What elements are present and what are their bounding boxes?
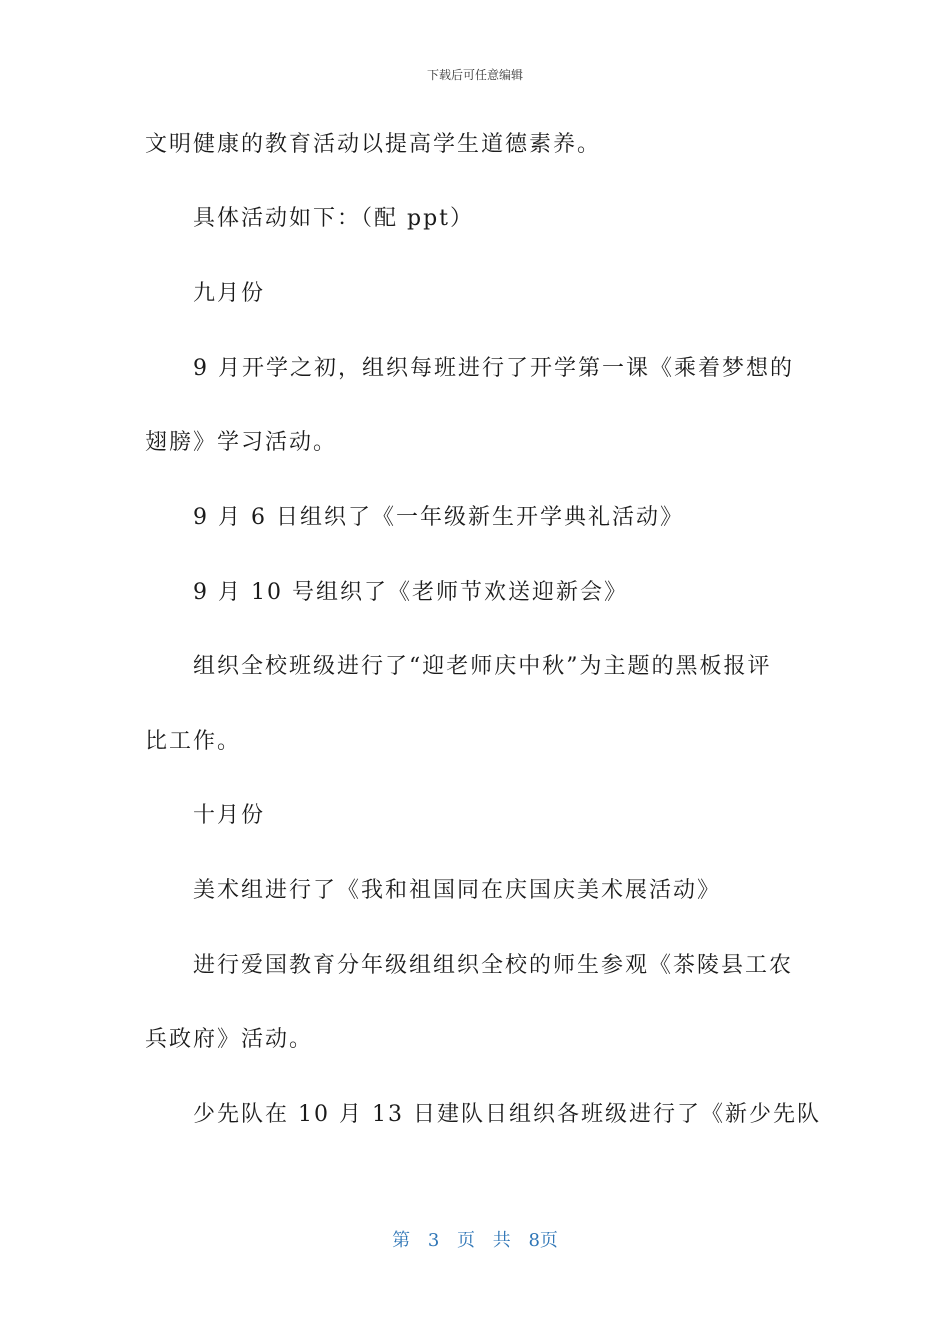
paragraph-line: 进行爱国教育分年级组组织全校的师生参观《茶陵县工农 [193, 953, 794, 978]
paragraph-line: 文明健康的教育活动以提高学生道德素养。 [145, 132, 602, 157]
paragraph-line: 9 月 6 日组织了《一年级新生开学典礼活动》 [193, 505, 684, 530]
paragraph-line: 9 月 10 号组织了《老师节欢送迎新会》 [193, 580, 628, 605]
paragraph-line: 比工作。 [145, 729, 242, 754]
footer-total-pages: 8页 [528, 1230, 558, 1251]
section-heading: 十月份 [193, 803, 266, 828]
page-footer [0, 1226, 950, 1252]
page-header: 下载后可任意编辑 [426, 68, 523, 82]
paragraph-line: 9 月开学之初，组织每班进行了开学第一课《乘着梦想的 [193, 356, 794, 381]
paragraph-line: 美术组进行了《我和祖国同在庆国庆美术展活动》 [193, 878, 722, 903]
footer-current-page: 3 [427, 1230, 440, 1251]
paragraph-line: 兵政府》活动。 [145, 1027, 314, 1052]
footer-total-label: 共 [492, 1230, 511, 1251]
footer-page-unit: 页 [457, 1230, 475, 1251]
paragraph-line: 翅膀》学习活动。 [145, 430, 338, 455]
paragraph-line: 组织全校班级进行了“迎老师庆中秋”为主题的黑板报评 [193, 654, 772, 679]
paragraph-line: 少先队在 10 月 13 日建队日组织各班级进行了《新少先队 [193, 1102, 821, 1127]
paragraph-line: 具体活动如下：（配 ppt） [193, 206, 475, 231]
section-heading: 九月份 [193, 281, 266, 306]
footer-page-label: 第 [392, 1230, 411, 1251]
